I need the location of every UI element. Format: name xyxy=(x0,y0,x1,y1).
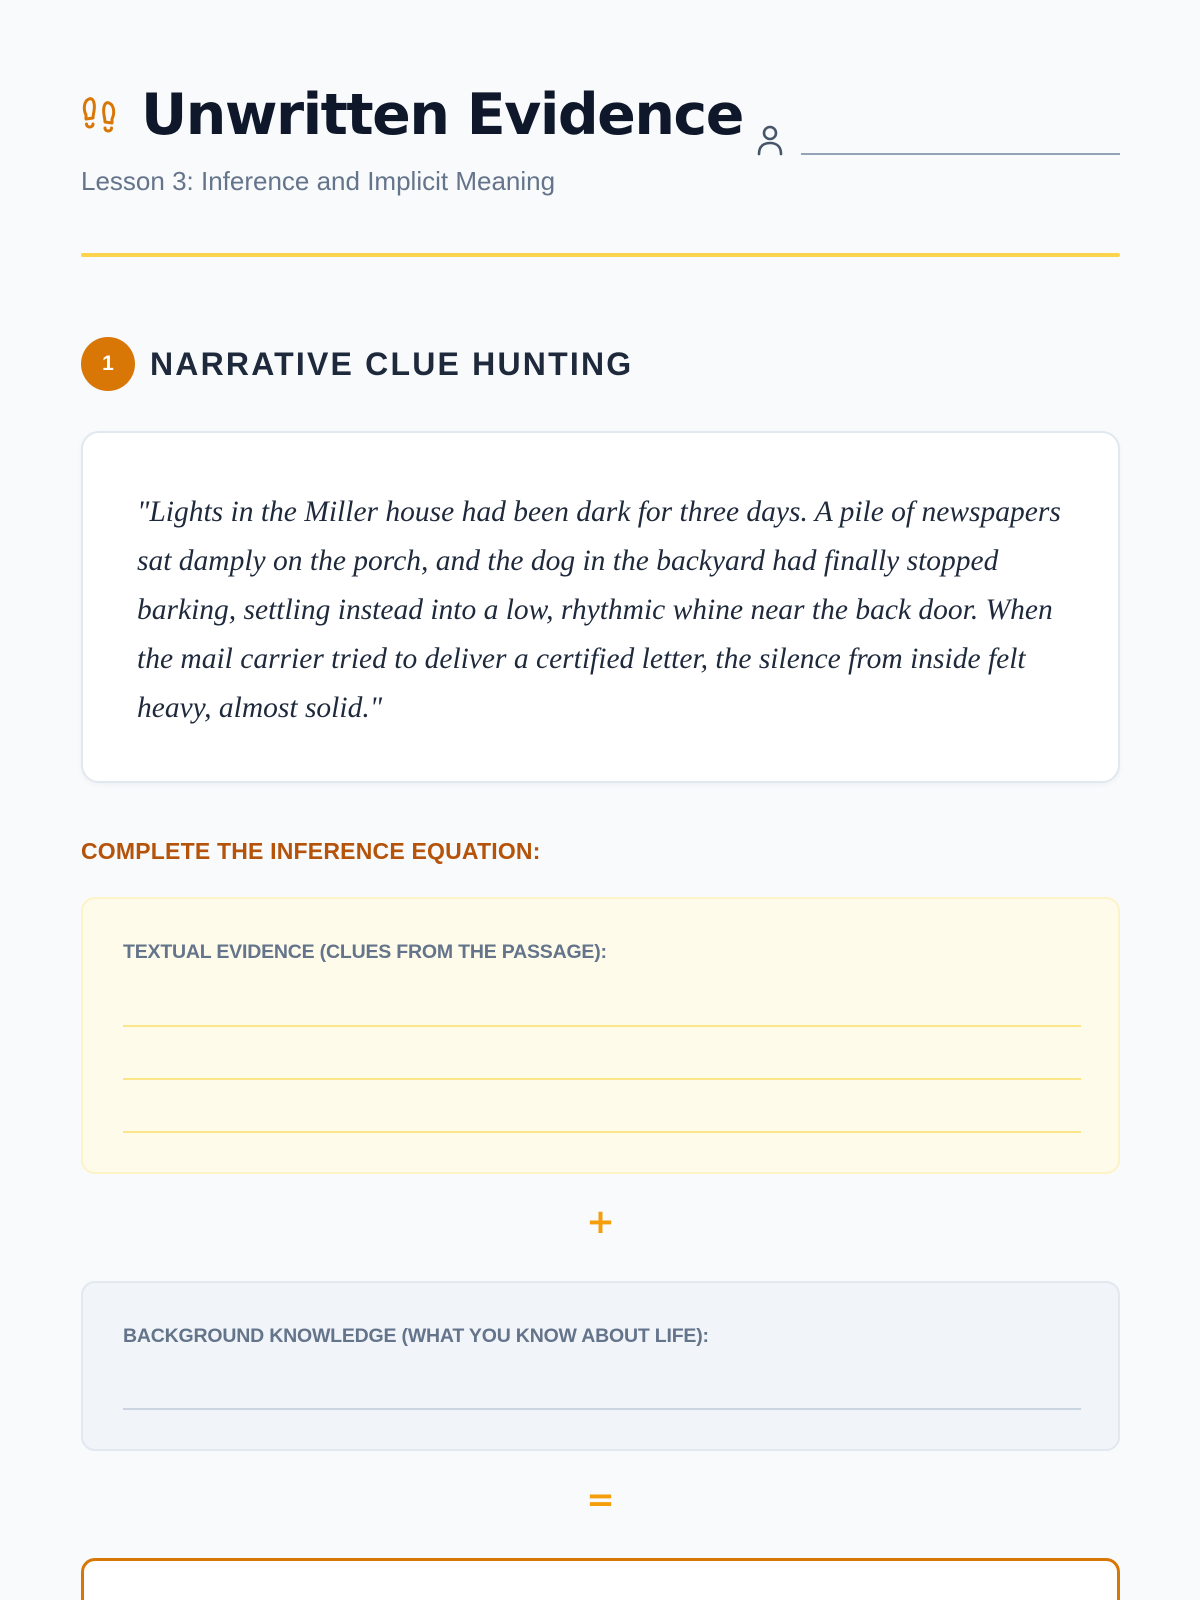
textual-evidence-box xyxy=(81,897,1120,1174)
section-title: NARRATIVE CLUE HUNTING xyxy=(150,345,634,382)
header-divider xyxy=(81,253,1120,257)
evidence-write-line[interactable] xyxy=(123,1078,1081,1080)
name-write-line[interactable] xyxy=(801,153,1120,155)
evidence-write-line[interactable] xyxy=(123,1025,1081,1027)
equation-instruction: COMPLETE THE INFERENCE EQUATION: xyxy=(81,838,541,864)
passage-text: "Lights in the Miller house had been dark for three days. A pile of newspapers sat damply on the porch, and the dog in the backyard had finally stopped barking, settling instead into a low, rhythmic whine near the back door. When the mail carrier tried to deliver a certified letter, the silence from inside felt heavy, almost solid." xyxy=(137,496,1061,724)
worksheet-header xyxy=(81,80,1120,258)
textual-evidence-label: TEXTUAL EVIDENCE (CLUES FROM THE PASSAGE): xyxy=(123,941,607,963)
plus-operator: + xyxy=(586,1202,615,1242)
page-title: Unwritten Evidence xyxy=(141,82,743,148)
inference-conclusion-box[interactable] xyxy=(81,1558,1120,1600)
user-icon xyxy=(756,124,784,156)
knowledge-write-line[interactable] xyxy=(123,1408,1081,1410)
evidence-write-line[interactable] xyxy=(123,1131,1081,1133)
background-knowledge-label: BACKGROUND KNOWLEDGE (WHAT YOU KNOW ABOUT LIFE): xyxy=(123,1325,709,1347)
passage-card xyxy=(81,431,1120,783)
section-number-badge: 1 xyxy=(81,337,135,391)
equals-operator: = xyxy=(586,1480,615,1520)
title-row xyxy=(81,80,743,150)
lesson-subtitle: Lesson 3: Inference and Implicit Meaning xyxy=(81,166,556,196)
section-heading xyxy=(81,337,633,391)
footprints-icon xyxy=(81,95,117,135)
background-knowledge-box xyxy=(81,1281,1120,1451)
student-name-field[interactable] xyxy=(756,120,1120,158)
